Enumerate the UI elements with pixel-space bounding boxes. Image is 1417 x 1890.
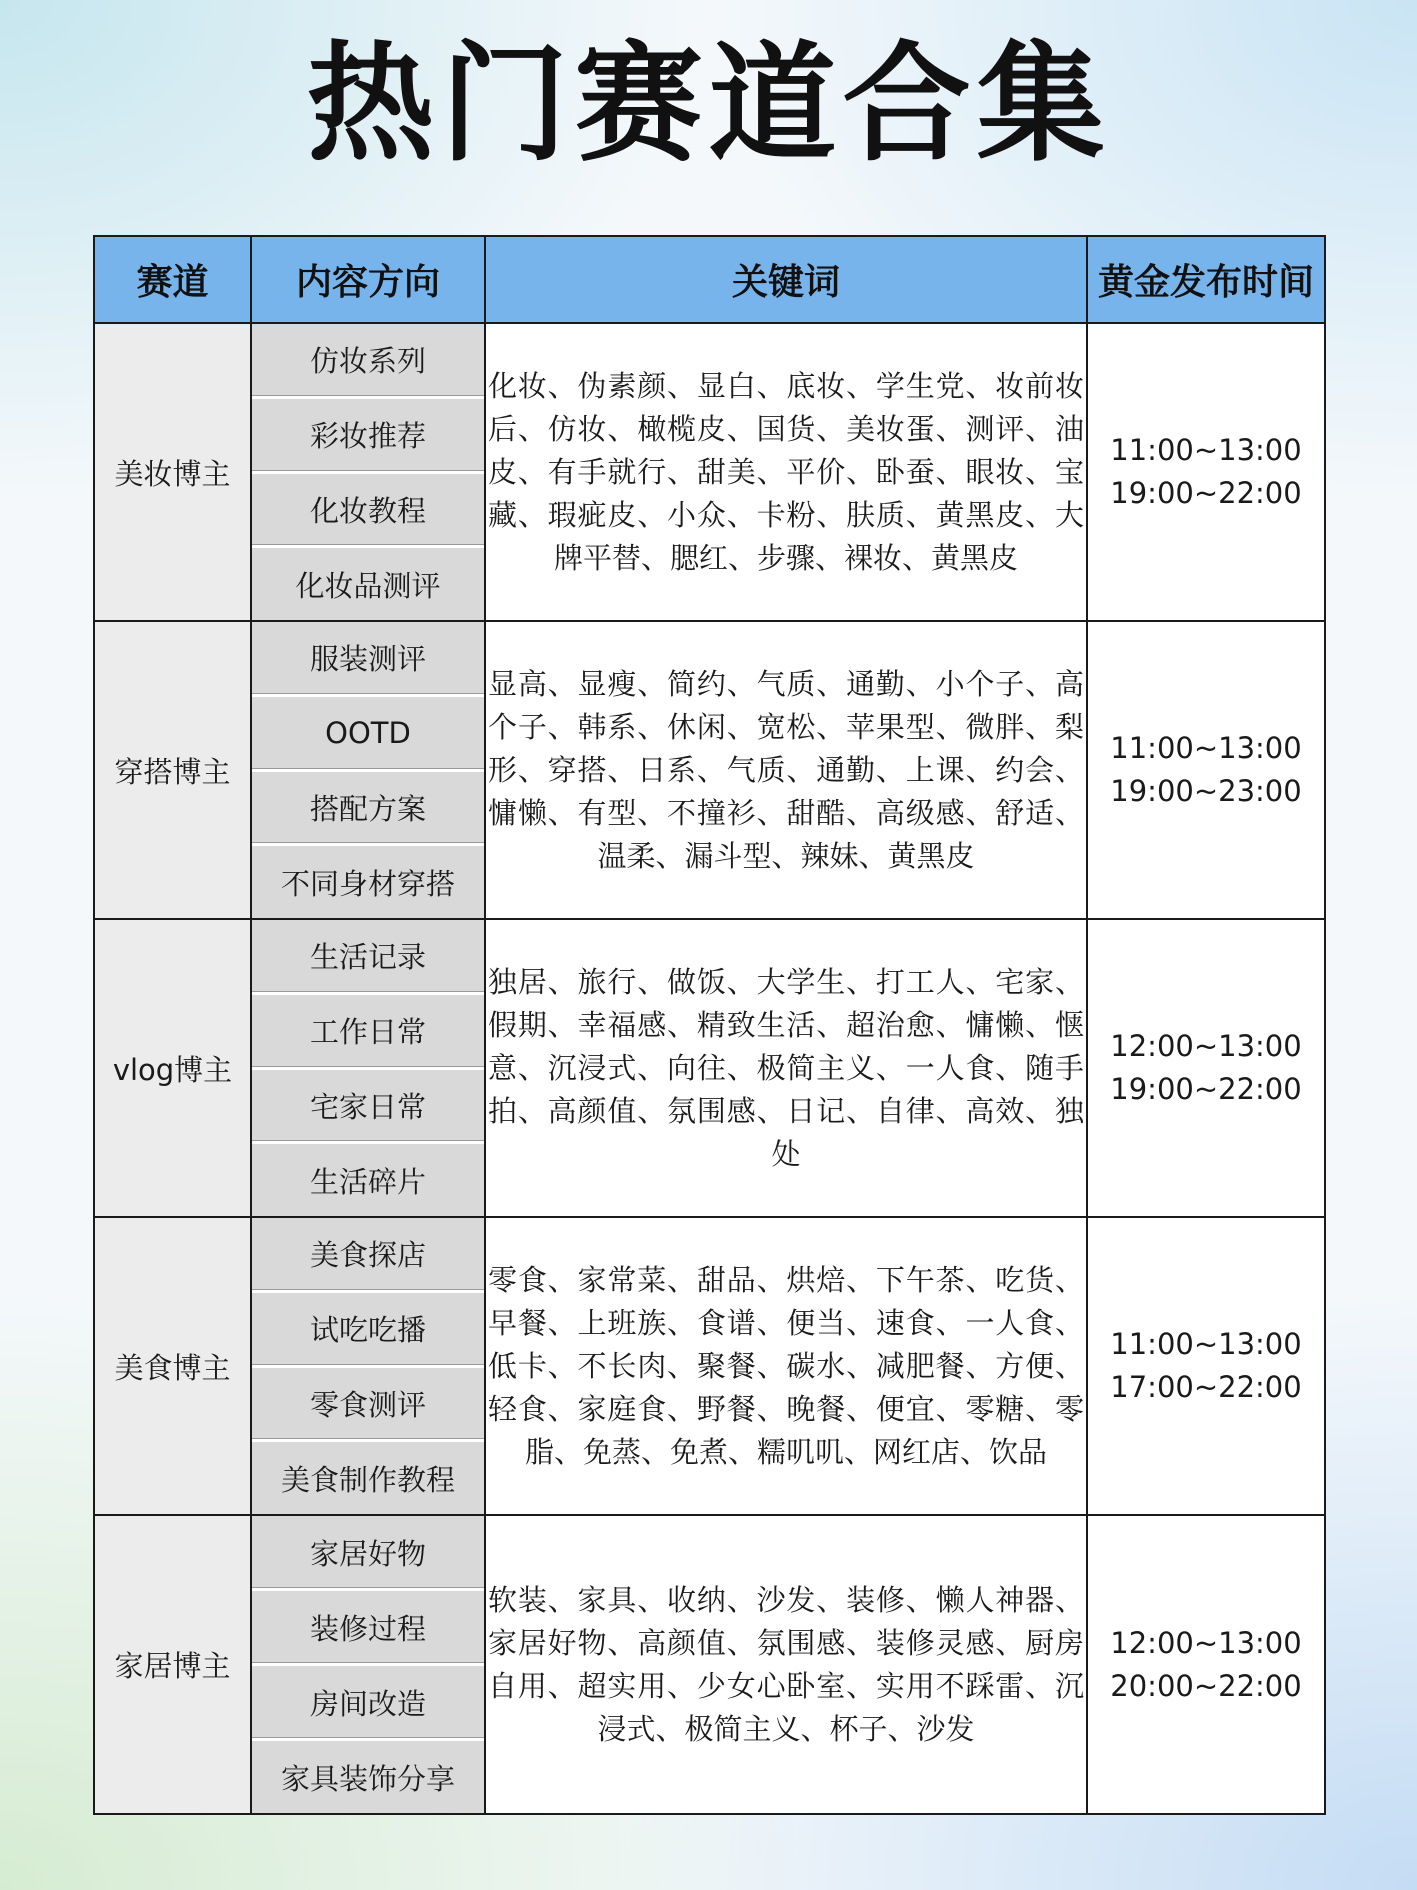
direction-item: 美食探店 xyxy=(252,1218,484,1293)
time-slot: 19:00~22:00 xyxy=(1110,1072,1302,1106)
header-track: 赛道 xyxy=(95,237,252,322)
time-cell xyxy=(1088,1216,1324,1514)
direction-item: 家居好物 xyxy=(252,1516,484,1591)
direction-item: 仿妆系列 xyxy=(252,324,484,399)
direction-item: 服装测评 xyxy=(252,622,484,697)
direction-item: 工作日常 xyxy=(252,995,484,1070)
direction-group xyxy=(252,1216,486,1514)
direction-item: 化妆教程 xyxy=(252,474,484,549)
track-cell: 美食博主 xyxy=(95,1216,252,1514)
direction-item: 装修过程 xyxy=(252,1591,484,1666)
direction-group xyxy=(252,1514,486,1813)
keywords-text: 独居、旅行、做饭、大学生、打工人、宅家、假期、幸福感、精致生活、超治愈、慵懒、惬意、沉浸式、向往、极简主义、一人食、随手拍、高颜值、氛围感、日记、自律、高效、独处 xyxy=(488,964,1084,1171)
direction-group xyxy=(252,918,486,1216)
direction-group xyxy=(252,322,486,620)
direction-group xyxy=(252,620,486,918)
direction-item: 化妆品测评 xyxy=(252,548,484,620)
header-time: 黄金发布时间 xyxy=(1088,237,1324,322)
time-slot: 20:00~22:00 xyxy=(1110,1668,1302,1703)
keywords-text: 化妆、伪素颜、显白、底妆、学生党、妆前妆后、仿妆、橄榄皮、国货、美妆蛋、测评、油皮、有手就行、甜美、平价、卧蚕、眼妆、宝藏、瑕疵皮、小众、卡粉、肤质、黄黑皮、大牌平替、腮红、步骤、裸妆、黄黑皮 xyxy=(488,368,1084,575)
keywords-cell xyxy=(486,1216,1088,1514)
time-cell xyxy=(1088,620,1324,918)
header-direction: 内容方向 xyxy=(252,237,486,322)
direction-item: 不同身材穿搭 xyxy=(252,846,484,918)
track-cell: 穿搭博主 xyxy=(95,620,252,918)
direction-item: 美食制作教程 xyxy=(252,1442,484,1514)
time-slot: 19:00~22:00 xyxy=(1110,476,1302,510)
tracks-table xyxy=(93,235,1326,1815)
keywords-text: 显高、显瘦、简约、气质、通勤、小个子、高个子、韩系、休闲、宽松、苹果型、微胖、梨形、穿搭、日系、气质、通勤、上课、约会、慵懒、有型、不撞衫、甜酷、高级感、舒适、温柔、漏斗型、辣妹、黄黑皮 xyxy=(488,666,1084,873)
direction-item: 试吃吃播 xyxy=(252,1293,484,1368)
direction-item: 生活记录 xyxy=(252,920,484,995)
time-slot: 17:00~22:00 xyxy=(1110,1370,1302,1404)
direction-item: 家具装饰分享 xyxy=(252,1741,484,1813)
keywords-text: 零食、家常菜、甜品、烘焙、下午茶、吃货、早餐、上班族、食谱、便当、速食、一人食、低卡、不长肉、聚餐、碳水、减肥餐、方便、轻食、家庭食、野餐、晚餐、便宜、零糖、零脂、免蒸、免煮、糯叽叽、网红店、饮品 xyxy=(488,1262,1084,1469)
keywords-cell xyxy=(486,322,1088,620)
time-cell xyxy=(1088,322,1324,620)
time-slot: 11:00~13:00 xyxy=(1110,433,1302,467)
direction-item: 宅家日常 xyxy=(252,1070,484,1145)
time-cell xyxy=(1088,1514,1324,1813)
direction-item: 零食测评 xyxy=(252,1368,484,1443)
header-keywords: 关键词 xyxy=(486,237,1088,322)
track-cell: 家居博主 xyxy=(95,1514,252,1813)
keywords-cell xyxy=(486,918,1088,1216)
time-slot: 12:00~13:00 xyxy=(1110,1029,1302,1063)
track-cell: vlog博主 xyxy=(95,918,252,1216)
time-slot: 11:00~13:00 xyxy=(1110,731,1302,765)
time-slot: 19:00~23:00 xyxy=(1110,774,1302,808)
keywords-text: 软装、家具、收纳、沙发、装修、懒人神器、家居好物、高颜值、氛围感、装修灵感、厨房自用、超实用、少女心卧室、实用不踩雷、沉浸式、极简主义、杯子、沙发 xyxy=(488,1582,1084,1746)
time-cell xyxy=(1088,918,1324,1216)
track-cell: 美妆博主 xyxy=(95,322,252,620)
direction-item: 房间改造 xyxy=(252,1666,484,1741)
page-title: 热门赛道合集 xyxy=(306,30,1111,179)
keywords-cell xyxy=(486,1514,1088,1813)
direction-item: 彩妆推荐 xyxy=(252,399,484,474)
keywords-cell xyxy=(486,620,1088,918)
direction-item: 搭配方案 xyxy=(252,772,484,847)
direction-item: 生活碎片 xyxy=(252,1144,484,1216)
time-slot: 11:00~13:00 xyxy=(1110,1327,1302,1361)
time-slot: 12:00~13:00 xyxy=(1110,1625,1302,1660)
direction-item: OOTD xyxy=(252,697,484,772)
